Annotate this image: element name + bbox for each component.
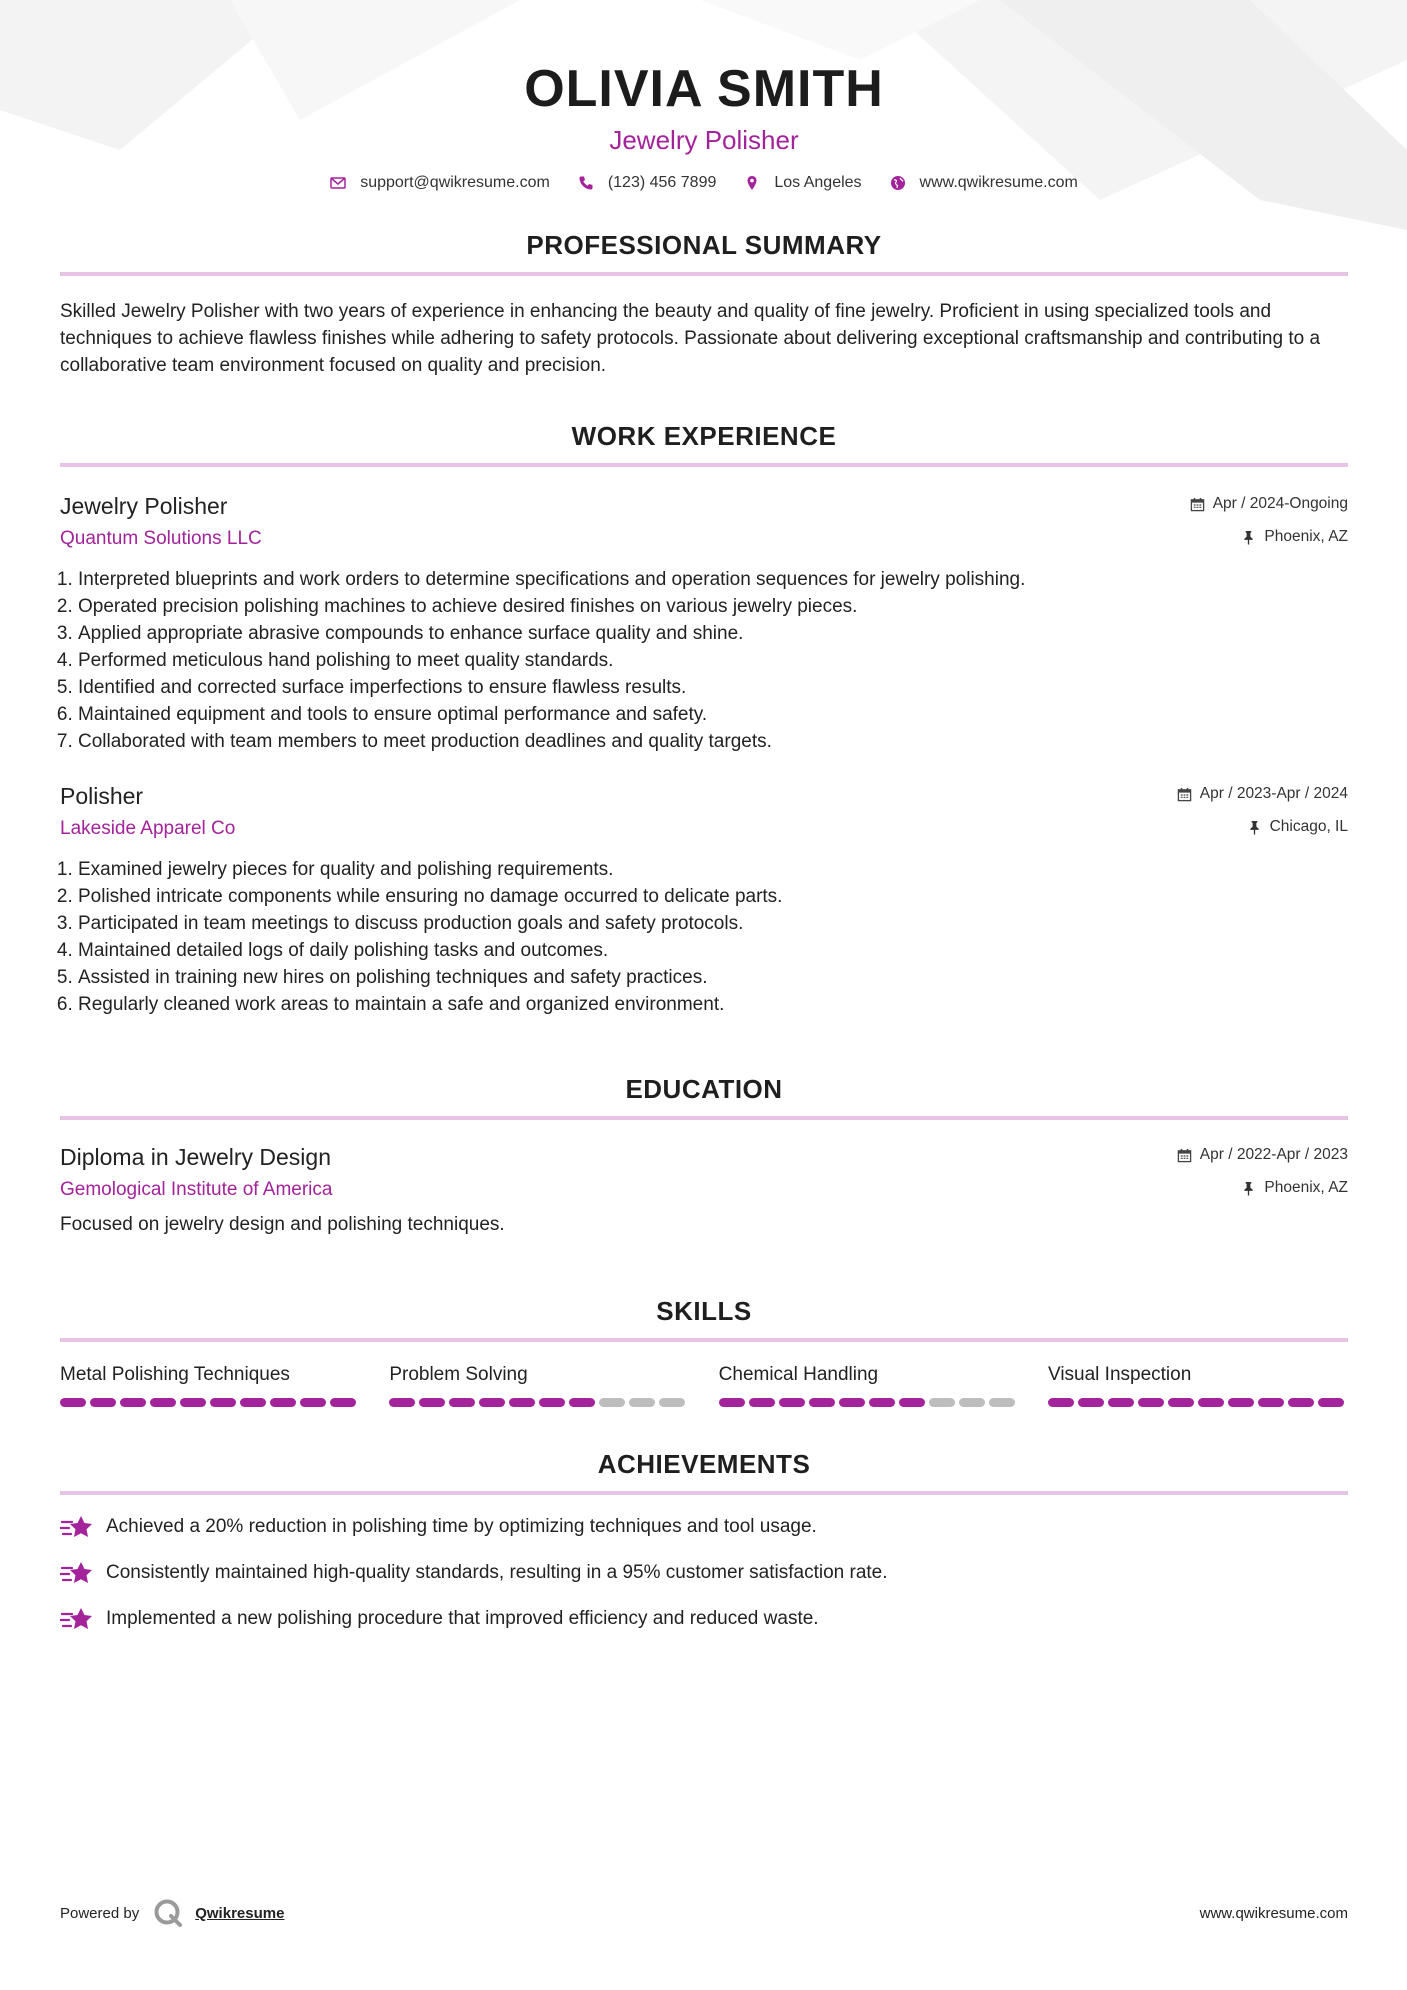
job-dates: Apr / 2024-Ongoing [1212, 495, 1348, 512]
achievement-text: Achieved a 20% reduction in polishing time by optimizing techniques and tool usage. [106, 1516, 817, 1537]
powered-by [60, 1898, 284, 1928]
job-title: Polisher [60, 783, 144, 809]
education-entry [60, 1142, 1348, 1238]
skill-dot-empty [929, 1398, 955, 1407]
contact-email[interactable] [330, 174, 550, 192]
achievement-item [60, 1559, 1348, 1587]
skill-dot-filled [1048, 1398, 1074, 1407]
list-item: 4. Performed meticulous hand polishing to meet quality standards. [78, 647, 1348, 674]
skill-name: Chemical Handling [718, 1364, 879, 1385]
section-divider [60, 463, 1348, 467]
skill-dot-filled [869, 1398, 895, 1407]
skill-dot-filled [150, 1398, 176, 1407]
contact-phone-text: (123) 456 7899 [607, 174, 717, 191]
pushpin-icon [1241, 1181, 1256, 1196]
education-section [60, 1072, 1348, 1238]
calendar-icon [1177, 1148, 1192, 1163]
contact-location [744, 174, 861, 192]
contact-location-text: Los Angeles [774, 174, 862, 191]
summary-section [60, 228, 1348, 379]
skills-section [60, 1294, 1348, 1407]
skill-dot-filled [1078, 1398, 1104, 1407]
skill-dot-filled [419, 1398, 445, 1407]
list-item: 3. Participated in team meetings to discuss production goals and safety protocols. [78, 910, 1348, 937]
skill-dot-filled [719, 1398, 745, 1407]
skill-dot-filled [210, 1398, 236, 1407]
skill-dot-filled [90, 1398, 116, 1407]
calendar-icon [1177, 787, 1192, 802]
skill-dot-filled [1228, 1398, 1254, 1407]
skill-dot-filled [1168, 1398, 1194, 1407]
shooting-star-icon [60, 1513, 94, 1541]
skill-item [1048, 1362, 1348, 1407]
skill-dot-filled [270, 1398, 296, 1407]
job-bullets [60, 566, 1348, 755]
skill-dot-filled [300, 1398, 326, 1407]
skill-dot-empty [959, 1398, 985, 1407]
shooting-star-icon [60, 1559, 94, 1587]
skill-dot-filled [509, 1398, 535, 1407]
envelope-icon [330, 175, 346, 191]
resume-header [60, 0, 1348, 192]
achievement-item [60, 1605, 1348, 1633]
qwikresume-logo-icon [153, 1898, 183, 1928]
list-item: 7. Collaborated with team members to meet production deadlines and quality targets. [78, 728, 1348, 755]
list-item: 1. Examined jewelry pieces for quality and polishing requirements. [78, 856, 1348, 883]
job-meta [1190, 491, 1348, 550]
skill-dot-filled [449, 1398, 475, 1407]
education-location: Phoenix, AZ [1264, 1179, 1348, 1196]
skill-dot-filled [899, 1398, 925, 1407]
achievement-text: Implemented a new polishing procedure that improved efficiency and reduced waste. [106, 1608, 819, 1629]
skill-dot-filled [180, 1398, 206, 1407]
education-description: Focused on jewelry design and polishing techniques. [60, 1214, 505, 1235]
skill-rating [1048, 1398, 1348, 1407]
skill-dot-empty [629, 1398, 655, 1407]
job-company: Lakeside Apparel Co [60, 818, 236, 839]
skill-name: Visual Inspection [1047, 1364, 1192, 1385]
phone-icon [578, 175, 594, 191]
contact-website[interactable] [890, 174, 1078, 192]
candidate-role: Jewelry Polisher [609, 125, 799, 155]
skill-dot-filled [539, 1398, 565, 1407]
skill-rating [719, 1398, 1019, 1407]
skills-heading: SKILLS [656, 1296, 752, 1326]
education-dates: Apr / 2022-Apr / 2023 [1199, 1146, 1348, 1163]
job-meta [1177, 781, 1348, 840]
list-item: 6. Regularly cleaned work areas to maintain a safe and organized environment. [78, 991, 1348, 1018]
calendar-icon [1190, 497, 1205, 512]
list-item: 2. Operated precision polishing machines to achieve desired finishes on various jewelry pieces. [78, 593, 1348, 620]
skill-name: Metal Polishing Techniques [60, 1364, 290, 1385]
experience-heading: WORK EXPERIENCE [571, 421, 837, 451]
job-bullets [60, 856, 1348, 1018]
contact-bar [60, 174, 1348, 192]
skill-dot-filled [479, 1398, 505, 1407]
section-divider [60, 1491, 1348, 1495]
contact-website-text: www.qwikresume.com [919, 174, 1078, 191]
summary-text: Skilled Jewelry Polisher with two years of experience in enhancing the beauty and quality of fine jewelry. Proficient in using specialized tools and techniques to achieve flawless finishes while adhering to safety protocols. Passionate about delivering exceptional craftsmanship and contributing to a collaborative team environment focused on quality and precision. [60, 301, 1321, 376]
skill-dot-filled [389, 1398, 415, 1407]
job-company: Quantum Solutions LLC [60, 528, 262, 549]
list-item: 2. Polished intricate components while ensuring no damage occurred to delicate parts. [78, 883, 1348, 910]
section-divider [60, 1116, 1348, 1120]
powered-by-label: Powered by [60, 1904, 140, 1922]
resume-page [60, 0, 1348, 1633]
skill-dot-filled [120, 1398, 146, 1407]
pushpin-icon [1247, 820, 1262, 835]
skill-dot-filled [1288, 1398, 1314, 1407]
list-item: 5. Assisted in training new hires on polishing techniques and safety practices. [78, 964, 1348, 991]
skill-dot-filled [330, 1398, 356, 1407]
page-footer [60, 1898, 1348, 1928]
list-item: 6. Maintained equipment and tools to ensure optimal performance and safety. [78, 701, 1348, 728]
list-item: 3. Applied appropriate abrasive compounds to enhance surface quality and shine. [78, 620, 1348, 647]
skill-dot-filled [1138, 1398, 1164, 1407]
list-item: 1. Interpreted blueprints and work orders to determine specifications and operation sequences for jewelry polishing. [78, 566, 1348, 593]
skill-dot-empty [989, 1398, 1015, 1407]
skill-dot-filled [240, 1398, 266, 1407]
skill-dot-filled [1318, 1398, 1344, 1407]
skill-name: Problem Solving [389, 1364, 528, 1385]
section-divider [60, 1338, 1348, 1342]
map-pin-icon [744, 175, 760, 191]
shooting-star-icon [60, 1605, 94, 1633]
skill-item [60, 1362, 360, 1407]
skill-dot-filled [1198, 1398, 1224, 1407]
achievement-text: Consistently maintained high-quality standards, resulting in a 95% customer satisfaction rate. [106, 1562, 888, 1583]
skill-rating [60, 1398, 360, 1407]
skill-dot-empty [659, 1398, 685, 1407]
section-divider [60, 272, 1348, 276]
job-title: Jewelry Polisher [60, 493, 228, 519]
skill-item [389, 1362, 689, 1407]
skill-dot-filled [839, 1398, 865, 1407]
achievements-section [60, 1447, 1348, 1633]
experience-section [60, 419, 1348, 1018]
job-entry [60, 781, 1348, 1018]
qwikresume-link[interactable]: Qwikresume [195, 1904, 285, 1922]
achievement-list [60, 1513, 1348, 1633]
contact-email-text: support@qwikresume.com [360, 174, 550, 191]
education-heading: EDUCATION [625, 1074, 783, 1104]
skill-dot-filled [1258, 1398, 1284, 1407]
skills-grid [60, 1362, 1348, 1407]
pushpin-icon [1241, 530, 1256, 545]
job-location: Phoenix, AZ [1264, 528, 1348, 545]
skill-rating [389, 1398, 689, 1407]
list-item: 5. Identified and corrected surface imperfections to ensure flawless results. [78, 674, 1348, 701]
job-dates: Apr / 2023-Apr / 2024 [1199, 785, 1348, 802]
skill-dot-filled [749, 1398, 775, 1407]
skill-dot-filled [60, 1398, 86, 1407]
job-entry [60, 491, 1348, 755]
skill-dot-filled [779, 1398, 805, 1407]
globe-icon [890, 175, 906, 191]
list-item: 4. Maintained detailed logs of daily polishing tasks and outcomes. [78, 937, 1348, 964]
education-meta [1177, 1142, 1348, 1201]
summary-heading: PROFESSIONAL SUMMARY [526, 230, 882, 260]
school-name: Gemological Institute of America [60, 1179, 333, 1200]
candidate-name: OLIVIA SMITH [524, 60, 884, 118]
skill-dot-empty [599, 1398, 625, 1407]
achievement-item [60, 1513, 1348, 1541]
skill-item [719, 1362, 1019, 1407]
job-location: Chicago, IL [1269, 818, 1348, 835]
skill-dot-filled [1108, 1398, 1134, 1407]
achievements-heading: ACHIEVEMENTS [597, 1449, 811, 1479]
skill-dot-filled [569, 1398, 595, 1407]
skill-dot-filled [809, 1398, 835, 1407]
degree-title: Diploma in Jewelry Design [60, 1144, 331, 1170]
contact-phone[interactable] [578, 174, 717, 192]
footer-website[interactable]: www.qwikresume.com [1199, 1904, 1348, 1922]
